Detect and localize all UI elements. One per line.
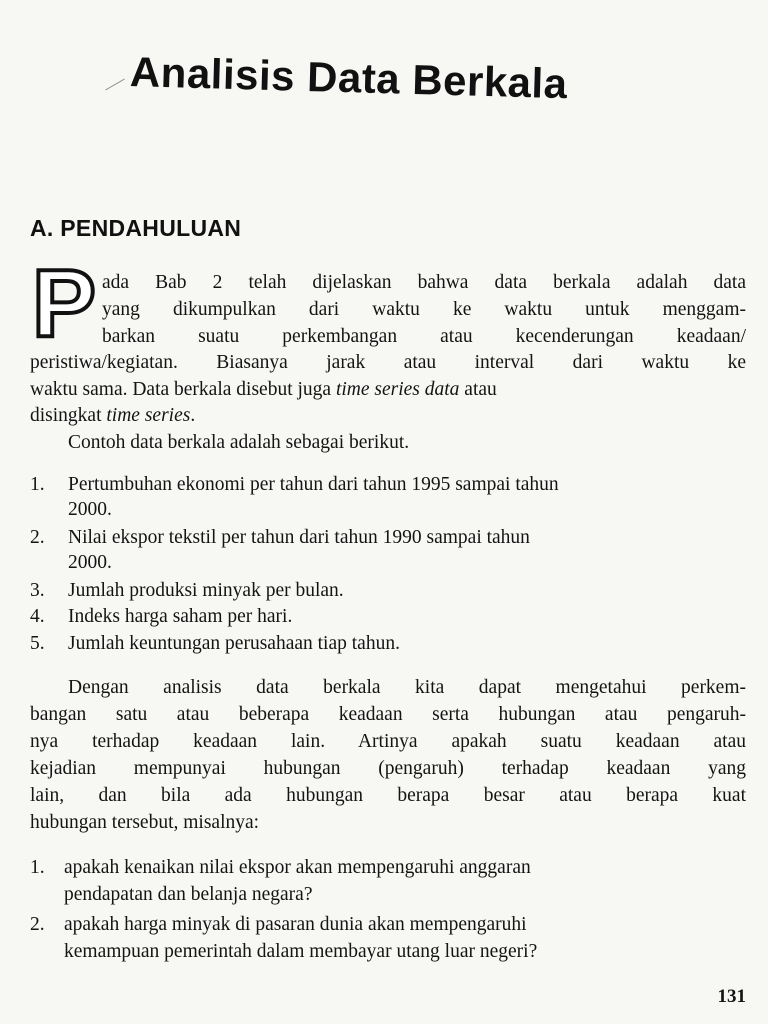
list-text: apakah kenaikan nilai ekspor akan mempengaruhi anggaran bbox=[64, 857, 531, 878]
list-text: kemampuan pemerintah dalam membayar utang luar negeri? bbox=[64, 941, 538, 962]
list-text: Jumlah produksi minyak per bulan. bbox=[68, 580, 344, 601]
list-number: 1. bbox=[30, 857, 45, 878]
list-number: 2. bbox=[30, 527, 45, 548]
list-text: Jumlah keuntungan perusahaan tiap tahun. bbox=[68, 633, 400, 654]
analysis-line: kejadian mempunyai hubungan (pengaruh) terhadap keadaan yang bbox=[30, 758, 746, 779]
analysis-line: Dengan analisis data berkala kita dapat mengetahui perkem- bbox=[68, 677, 746, 698]
intro-text: atau bbox=[459, 379, 497, 400]
intro-line bbox=[30, 405, 195, 427]
drop-cap-p bbox=[30, 262, 100, 342]
list-number: 4. bbox=[30, 606, 45, 627]
analysis-line: hubungan tersebut, misalnya: bbox=[30, 812, 260, 833]
intro-line: peristiwa/kegiatan. Biasanya jarak atau interval dari waktu ke bbox=[30, 352, 746, 373]
list-text: pendapatan dan belanja negara? bbox=[64, 884, 313, 905]
intro-text: waktu sama. Data berkala disebut juga bbox=[30, 379, 336, 400]
analysis-line: lain, dan bila ada hubungan berapa besar atau berapa kuat bbox=[30, 785, 746, 806]
drop-cap-letter: P bbox=[32, 262, 97, 342]
list-text: 2000. bbox=[68, 499, 112, 520]
intro-text: . bbox=[190, 405, 196, 426]
list-text: Nilai ekspor tekstil per tahun dari tahun 1990 sampai tahun bbox=[68, 527, 530, 548]
section-heading: A. PENDAHULUAN bbox=[30, 215, 242, 241]
pen-mark bbox=[105, 79, 125, 91]
intro-line bbox=[30, 379, 746, 401]
chapter-title: Analisis Data Berkala bbox=[129, 48, 569, 108]
list-text: apakah harga minyak di pasaran dunia akan mempengaruhi bbox=[64, 914, 527, 935]
list-text: 2000. bbox=[68, 552, 112, 573]
examples-intro: Contoh data berkala adalah sebagai berikut. bbox=[68, 432, 410, 453]
list-text: Indeks harga saham per hari. bbox=[68, 606, 293, 627]
list-number: 5. bbox=[30, 633, 45, 654]
list-number: 2. bbox=[30, 914, 45, 935]
list-number: 3. bbox=[30, 580, 45, 601]
page-number: 131 bbox=[717, 986, 746, 1007]
intro-line: yang dikumpulkan dari waktu ke waktu untuk menggam- bbox=[102, 299, 746, 320]
analysis-line: bangan satu atau beberapa keadaan serta hubungan atau pengaruh- bbox=[30, 704, 746, 725]
analysis-line: nya terhadap keadaan lain. Artinya apakah suatu keadaan atau bbox=[30, 731, 746, 752]
intro-term: time series bbox=[106, 405, 191, 426]
intro-text: disingkat bbox=[30, 405, 107, 426]
intro-term: time series data bbox=[335, 379, 460, 400]
intro-line: ada Bab 2 telah dijelaskan bahwa data berkala adalah data bbox=[102, 272, 746, 293]
intro-line: barkan suatu perkembangan atau kecenderungan keadaan/ bbox=[102, 326, 746, 347]
list-number: 1. bbox=[30, 474, 45, 495]
list-text: Pertumbuhan ekonomi per tahun dari tahun 1995 sampai tahun bbox=[68, 474, 559, 495]
